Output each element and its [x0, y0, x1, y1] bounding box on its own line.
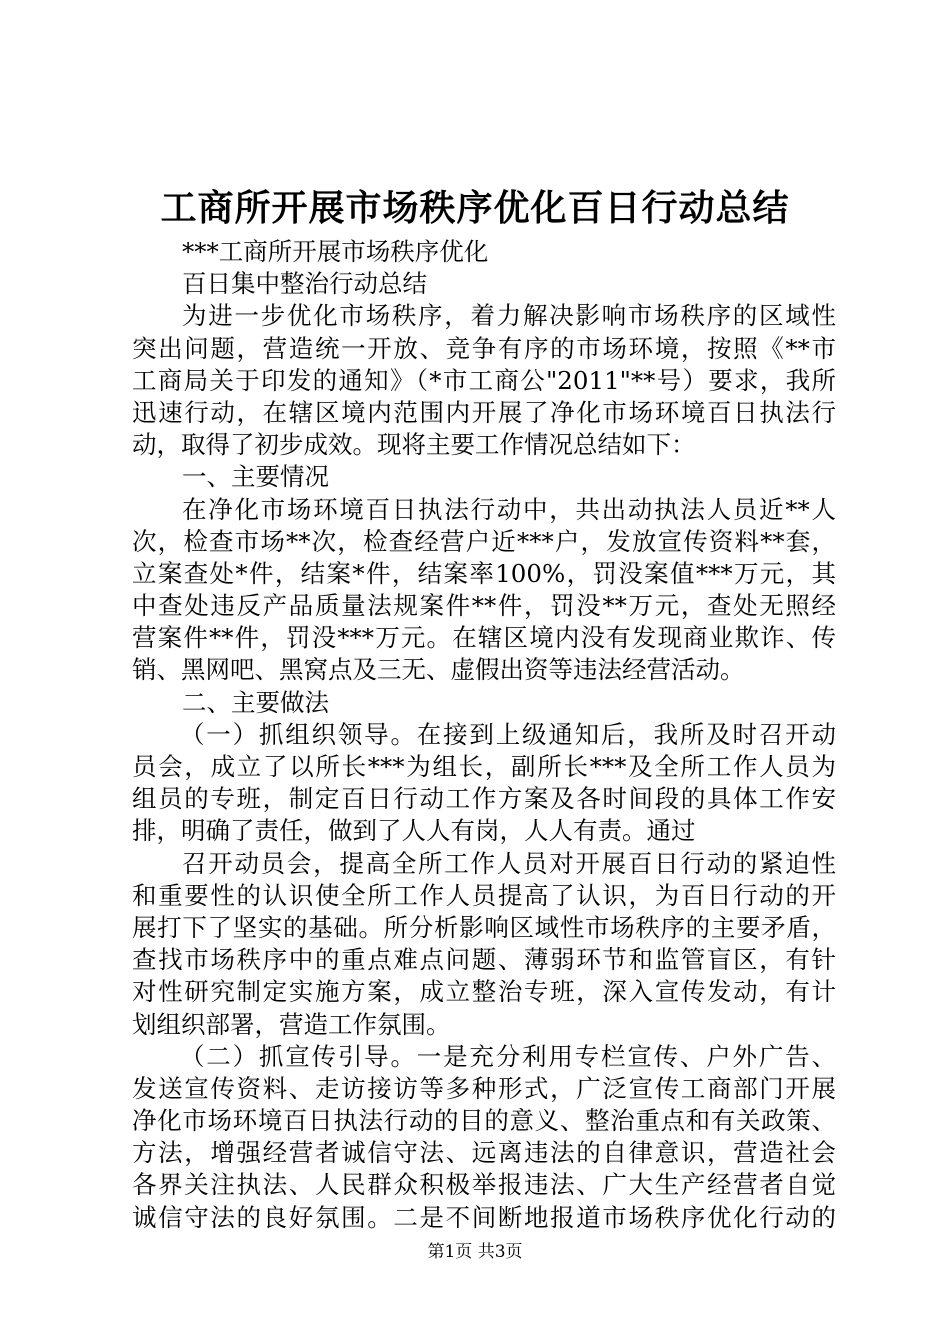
paragraph-line: 营案件**件，罚没***万元。在辖区境内没有发现商业欺诈、传	[132, 623, 836, 653]
paragraph-line: 在净化市场环境百日执法行动中，共出动执法人员近**人	[182, 494, 836, 524]
paragraph-line: 迅速行动，在辖区境内范围内开展了净化市场环境百日执法行	[132, 397, 836, 427]
paragraph-line: 发送宣传资料、走访接访等多种形式，广泛宣传工商部门开展	[132, 1073, 836, 1103]
paragraph-line: 中查处违反产品质量法规案件**件，罚没**万元，查处无照经	[132, 591, 836, 621]
subtitle-line: ***工商所开展市场秩序优化	[182, 237, 489, 266]
paragraph-line: 为进一步优化市场秩序，着力解决影响市场秩序的区域性	[182, 301, 836, 331]
paragraph-line: 员会，成立了以所长***为组长，副所长***及全所工作人员为	[132, 752, 836, 781]
paragraph-line: （二）抓宣传引导。一是充分利用专栏宣传、户外广告、	[180, 1041, 836, 1071]
paragraph-line: 动，取得了初步成效。现将主要工作情况总结如下：	[132, 430, 696, 460]
paragraph-line: 突出问题，营造统一开放、竞争有序的市场环境，按照《**市	[132, 333, 836, 363]
section-heading: 二、主要做法	[182, 687, 329, 717]
paragraph-line: 和重要性的认识使全所工作人员提高了认识，为百日行动的开	[132, 880, 836, 910]
paragraph-line: 查找市场秩序中的重点难点问题、薄弱环节和监管盲区，有针	[132, 945, 836, 975]
paragraph-line: 销、黑网吧、黑窝点及三无、虚假出资等违法经营活动。	[132, 655, 745, 685]
paragraph-line: 组员的专班，制定百日行动工作方案及各时间段的具体工作安	[132, 784, 836, 814]
paragraph-line: 净化市场环境百日执法行动的目的意义、整治重点和有关政策、	[132, 1106, 836, 1136]
document-body	[132, 236, 836, 1234]
document-title: 工商所开展市场秩序优化百日行动总结	[160, 187, 790, 229]
paragraph-line: 方法，增强经营者诚信守法、远离违法的自律意识，营造社会	[132, 1138, 836, 1168]
paragraph-line: 划组织部署，营造工作氛围。	[132, 1009, 451, 1039]
paragraph-line: 次，检查市场**次，检查经营户近***户，发放宣传资料**套，	[132, 526, 836, 556]
section-heading: 一、主要情况	[182, 462, 329, 492]
paragraph-line: 立案查处*件，结案*件，结案率100%，罚没案值***万元，其	[132, 558, 836, 588]
paragraph-line: （一）抓组织领导。在接到上级通知后，我所及时召开动	[180, 719, 836, 749]
paragraph-line: 展打下了坚实的基础。所分析影响区域性市场秩序的主要矛盾，	[132, 912, 836, 942]
page-number-footer: 第1页 共3页	[427, 1242, 523, 1262]
paragraph-line: 排，明确了责任，做到了人人有岗，人人有责。通过	[132, 816, 696, 846]
paragraph-line: 工商局关于印发的通知》（*市工商公"2011"**号）要求，我所	[132, 365, 836, 395]
paragraph-line: 诚信守法的良好氛围。二是不间断地报道市场秩序优化行动的	[132, 1202, 836, 1232]
paragraph-line: 召开动员会，提高全所工作人员对开展百日行动的紧迫性	[182, 848, 836, 878]
paragraph-line: 各界关注执法、人民群众积极举报违法、广大生产经营者自觉	[132, 1170, 836, 1200]
paragraph-line: 对性研究制定实施方案，成立整治专班，深入宣传发动，有计	[132, 977, 836, 1007]
subtitle-line: 百日集中整治行动总结	[182, 269, 427, 299]
